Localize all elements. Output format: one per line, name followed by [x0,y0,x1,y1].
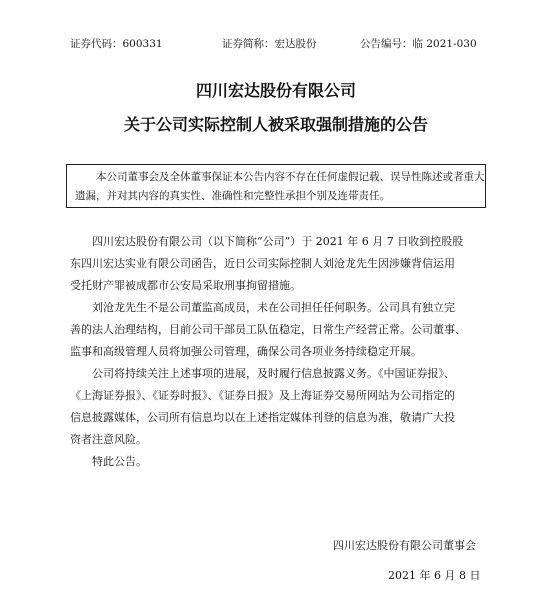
paragraph-line: 善的法人治理结构，目前公司干部员工队伍稳定，日常生产经营正常。公司董事、 [70,323,466,336]
stock-abbreviation: 证券简称：宏达股份 [222,38,317,50]
body-paragraph [70,297,490,363]
signature-date: 2021 年 6 月 8 日 [388,569,481,582]
paragraph-line: 监事和高级管理人员将加强公司管理，确保公司各项业务持续稳定开展。 [70,345,422,358]
paragraph-line: 信息披露媒体，公司所有信息均以在上述指定媒体刊登的信息为准，敬请广大投 [70,411,455,424]
paragraph-line: 刘沧龙先生不是公司董监高成员，未在公司担任任何职务。公司具有独立完 [92,301,455,314]
disclaimer-line: 本公司董事会及全体董事保证本公告内容不存在任何虚假记载、误导性陈述或者重大 [96,171,485,183]
document-header [0,36,552,52]
body-paragraph [70,231,490,297]
paragraph-line: 资者注意风险。 [70,433,147,446]
body-paragraph [70,451,490,473]
paragraph-line: 四川宏达股份有限公司（以下简称“公司”）于 2021 年 6 月 7 日收到控股股 [92,235,464,248]
paragraph-line: 受托财产罪被成都市公安局采取刑事拘留措施。 [70,279,301,292]
company-title: 四川宏达股份有限公司 [195,81,356,100]
announcement-title: 关于公司实际控制人被采取强制措施的公告 [123,115,428,134]
disclaimer-box [66,164,486,208]
paragraph-line: 东四川宏达实业有限公司函告，近日公司实际控制人刘沧龙先生因涉嫌背信运用 [70,257,455,270]
closing-line: 特此公告。 [92,455,147,468]
signature-company: 四川宏达股份有限公司董事会 [333,539,476,552]
paragraph-line: 公司将持续关注上述事项的进展，及时履行信息披露义务。《中国证券报》、 [92,367,455,380]
disclaimer-line: 遗漏，并对其内容的真实性、准确性和完整性承担个别及连带责任。 [75,190,390,202]
announcement-number: 公告编号：临 2021-030 [360,38,477,50]
stock-code: 证券代码：600331 [70,38,163,50]
paragraph-line: 《上海证券报》、《证券时报》、《证券日报》及上海证券交易所网站为公司指定的 [70,389,455,402]
body-paragraph [70,363,490,451]
